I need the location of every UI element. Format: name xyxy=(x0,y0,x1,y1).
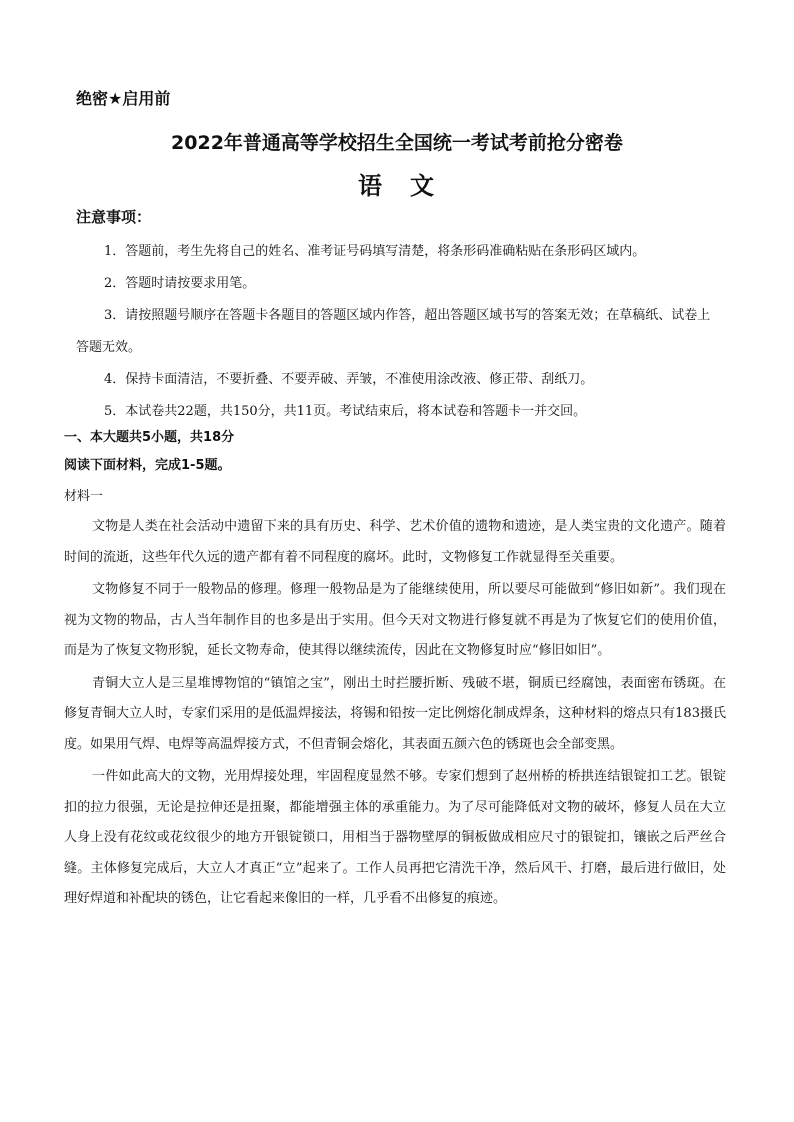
reading-instruction: 阅读下面材料，完成1-5题。 xyxy=(64,458,231,473)
material-paragraph: 文物修复不同于一般物品的修理。修理一般物品是为了能继续使用，所以要尽可能做到“修旧如新”。我们现在视为文物的物品，古人当年制作目的也多是出于实用。但今天对文物进行修复就不再是为了恢复它们的使用价值，而是为了恢复文物形貌，延长文物寿命，使其得以继续流传，因此在文物修复时应“修旧如旧”。 xyxy=(64,582,726,658)
material-paragraph: 文物是人类在社会活动中遗留下来的具有历史、科学、艺术价值的遗物和遗迹，是人类宝贵的文化遗产。随着时间的流逝，这些年代久远的遗产都有着不同程度的腐坏。此时，文物修复工作就显得至关重要。 xyxy=(64,519,726,565)
note-item: 1．答题前，考生先将自己的姓名、准考证号码填写清楚，将条形码准确粘贴在条形码区域内。 xyxy=(104,244,646,259)
notes-heading: 注意事项： xyxy=(76,208,152,226)
material-body xyxy=(64,512,726,917)
confidential-label: 绝密★启用前 xyxy=(76,89,171,108)
note-item: 3．请按照题号顺序在答题卡各题目的答题区域内作答，超出答题区域书写的答案无效；在草稿纸、试卷上答题无效。 xyxy=(76,308,711,355)
notes-list xyxy=(76,236,722,428)
material-paragraph: 青铜大立人是三星堆博物馆的“镇馆之宝”，刚出土时拦腰折断、残破不堪，铜质已经腐蚀，表面密布锈斑。在修复青铜大立人时，专家们采用的是低温焊接法，将锡和铅按一定比例熔化制成焊条，这种材料的熔点只有183摄氏度。如果用气焊、电焊等高温焊接方式，不但青铜会熔化，其表面五颜六色的锈斑也会全部变黑。 xyxy=(64,675,726,752)
material-label: 材料一 xyxy=(64,489,104,504)
note-item: 2．答题时请按要求用笔。 xyxy=(104,276,256,291)
note-item: 4．保持卡面清洁，不要折叠、不要弄破、弄皱，不准使用涂改液、修正带、刮纸刀。 xyxy=(104,372,594,387)
exam-title: 2022年普通高等学校招生全国统一考试考前抢分密卷 xyxy=(171,132,623,154)
note-item: 5．本试卷共22题，共150分，共11页。考试结束后，将本试卷和答题卡一并交回。 xyxy=(104,404,587,419)
section-heading: 一、本大题共5小题，共18分 xyxy=(64,430,235,445)
material-paragraph: 一件如此高大的文物，光用焊接处理，牢固程度显然不够。专家们想到了赵州桥的桥拱连结银锭扣工艺。银锭扣的拉力很强，无论是拉伸还是扭聚，都能增强主体的承重能力。为了尽可能降低对文物的破坏，修复人员在大立人身上没有花纹或花纹很少的地方开银锭锁口，用相当于器物壁厚的铜板做成相应尺寸的银锭扣，镶嵌之后严丝合缝。主体修复完成后，大立人才真正“立”起来了。工作人员再把它清洗干净，然后风干、打磨，最后进行做旧，处理好焊道和补配块的锈色，让它看起来像旧的一样，几乎看不出修复的痕迹。 xyxy=(64,769,726,906)
subject-title: 语 文 xyxy=(358,172,436,200)
